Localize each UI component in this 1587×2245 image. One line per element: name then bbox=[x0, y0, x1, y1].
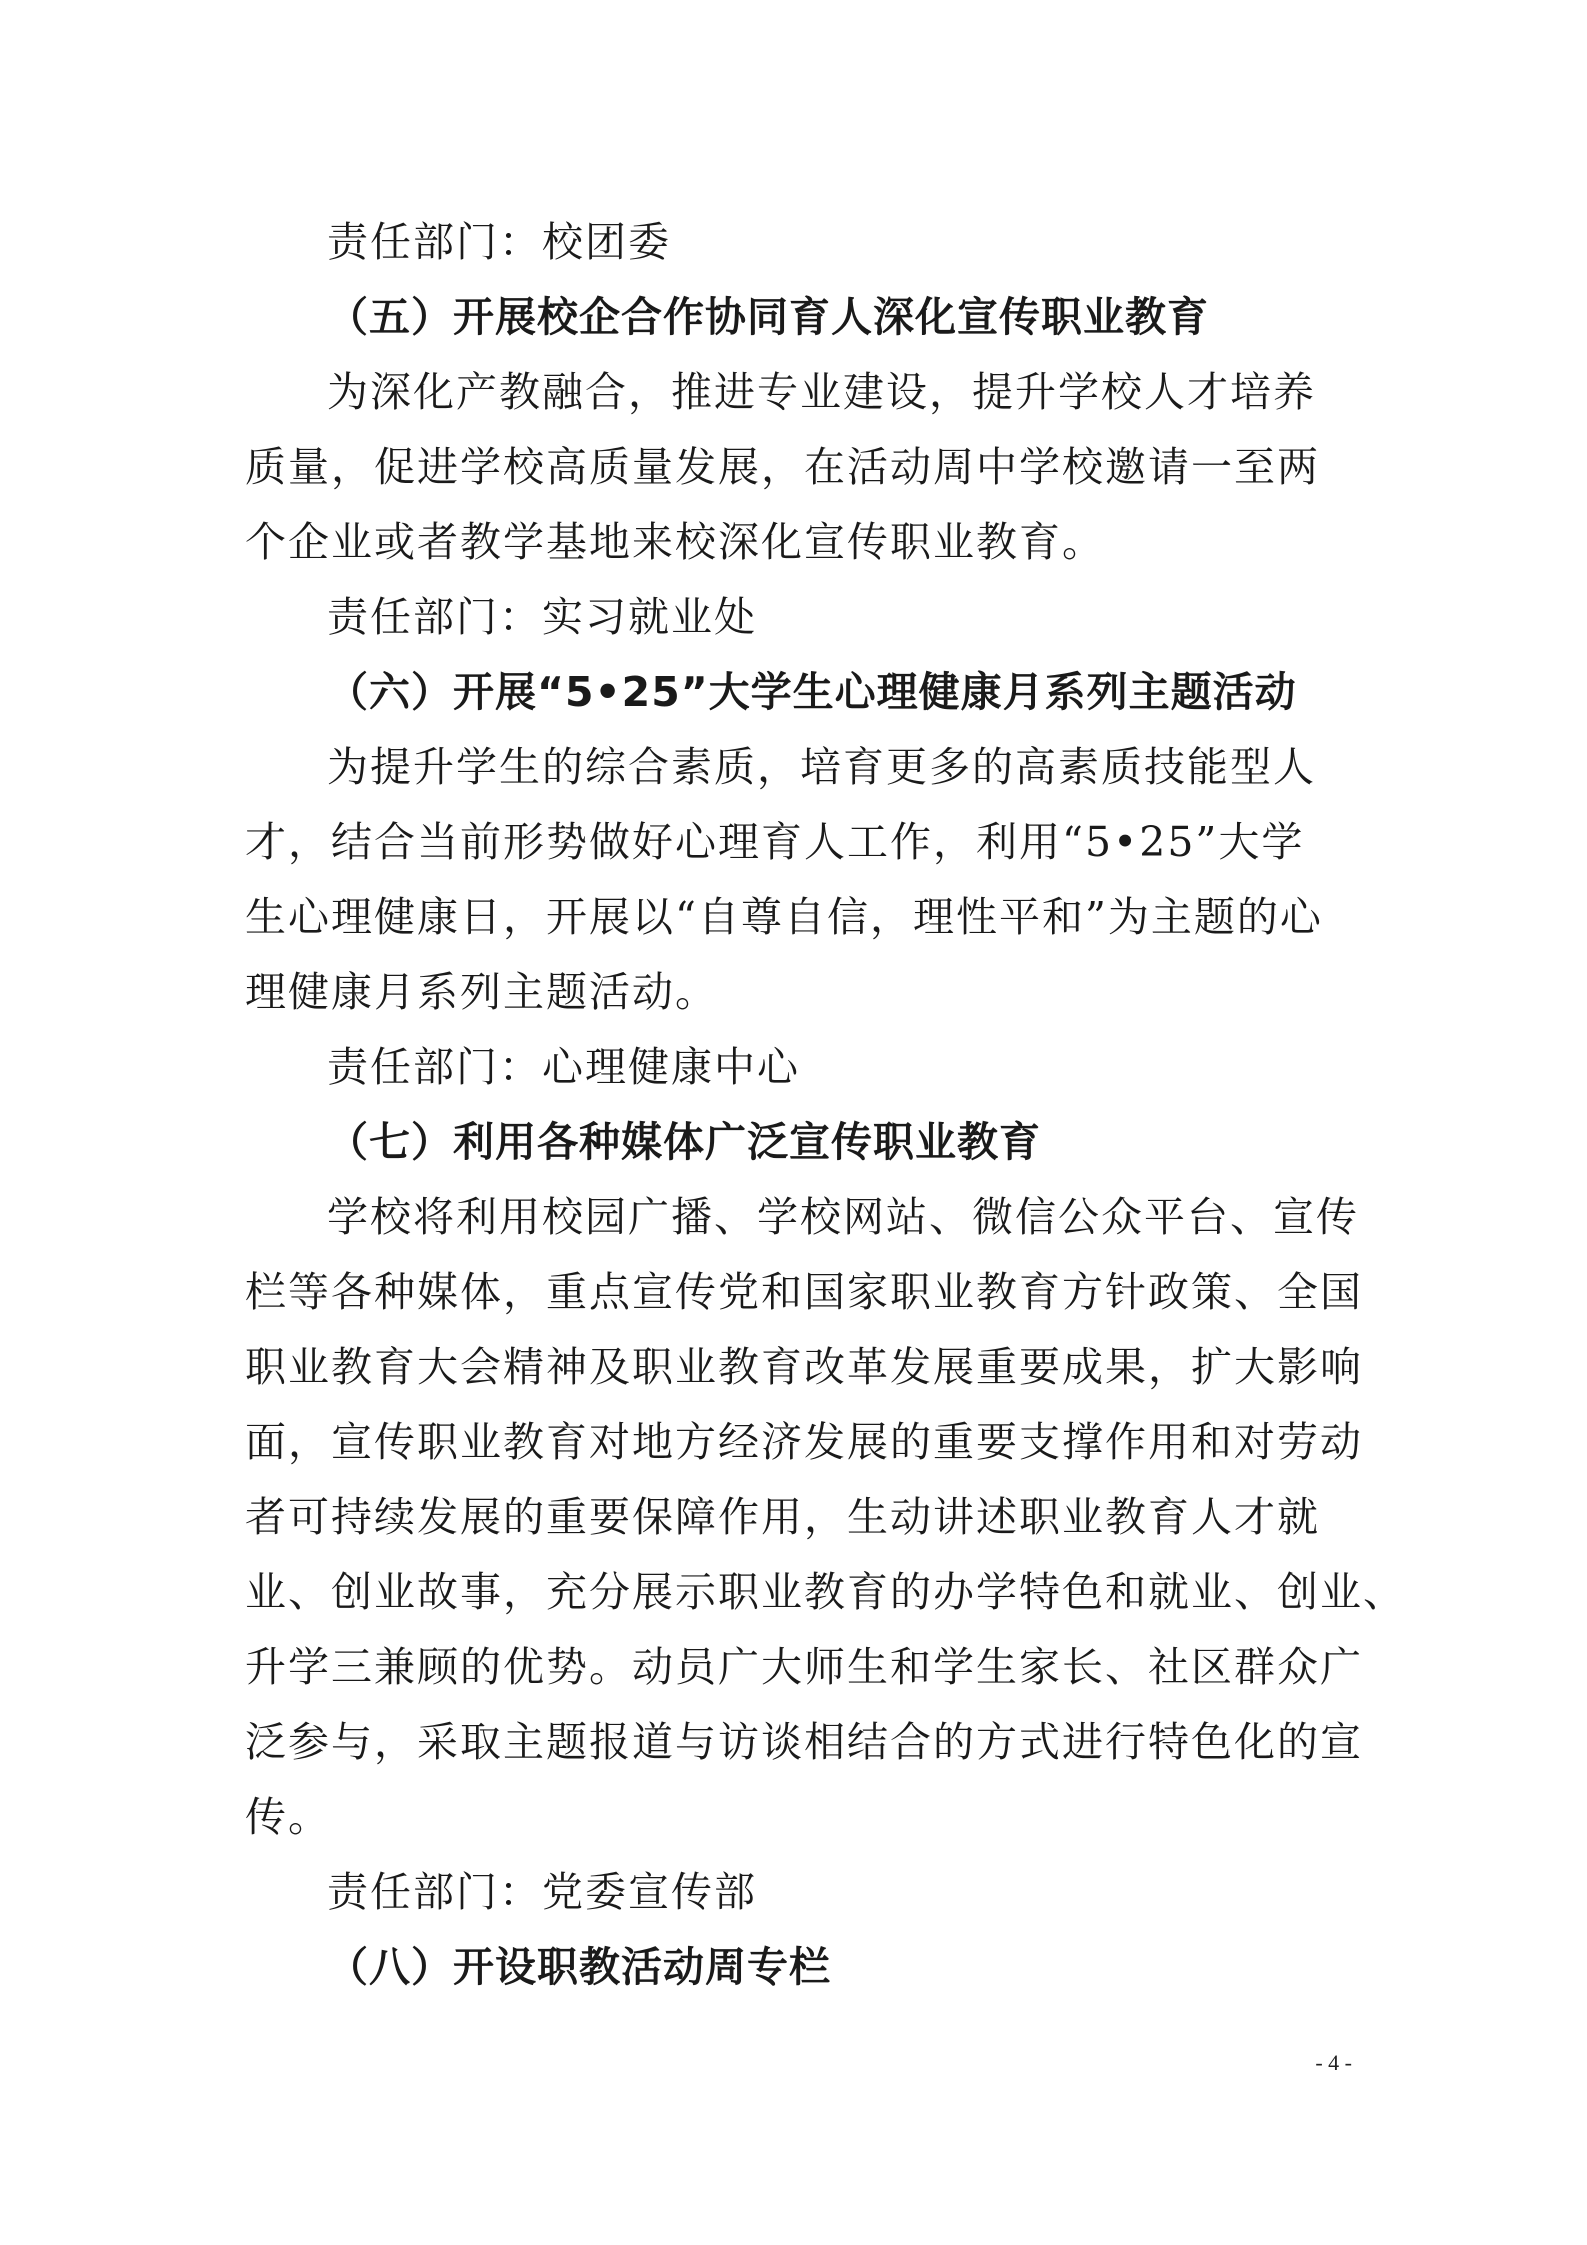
paragraph-line: 生心理健康日，开展以“自尊自信，理性平和”为主题的心 bbox=[245, 893, 1323, 941]
paragraph-line: 栏等各种媒体，重点宣传党和国家职业教育方针政策、全国 bbox=[245, 1268, 1363, 1316]
section-heading-7: （七）利用各种媒体广泛宣传职业教育 bbox=[327, 1118, 1041, 1166]
department-line: 责任部门：校团委 bbox=[327, 218, 671, 266]
paragraph-line: 为提升学生的综合素质，培育更多的高素质技能型人 bbox=[327, 743, 1316, 791]
section-heading-8: （八）开设职教活动周专栏 bbox=[327, 1943, 831, 1991]
paragraph-line: 者可持续发展的重要保障作用，生动讲述职业教育人才就 bbox=[245, 1493, 1320, 1541]
paragraph-line: 泛参与，采取主题报道与访谈相结合的方式进行特色化的宣 bbox=[245, 1718, 1363, 1766]
paragraph-line: 为深化产教融合，推进专业建设，提升学校人才培养 bbox=[327, 368, 1316, 416]
department-line: 责任部门：心理健康中心 bbox=[327, 1043, 800, 1091]
paragraph-line: 业、创业故事，充分展示职业教育的办学特色和就业、创业、 bbox=[245, 1568, 1406, 1616]
paragraph-line: 学校将利用校园广播、学校网站、微信公众平台、宣传 bbox=[327, 1193, 1359, 1241]
paragraph-line: 才，结合当前形势做好心理育人工作，利用“5•25”大学 bbox=[245, 818, 1305, 866]
paragraph-line: 个企业或者教学基地来校深化宣传职业教育。 bbox=[245, 518, 1105, 566]
paragraph-line: 升学三兼顾的优势。动员广大师生和学生家长、社区群众广 bbox=[245, 1643, 1363, 1691]
paragraph-line: 理健康月系列主题活动。 bbox=[245, 968, 718, 1016]
page-number: - 4 - bbox=[1315, 2050, 1352, 2075]
section-heading-5: （五）开展校企合作协同育人深化宣传职业教育 bbox=[327, 293, 1209, 341]
paragraph-line: 面，宣传职业教育对地方经济发展的重要支撑作用和对劳动 bbox=[245, 1418, 1363, 1466]
department-line: 责任部门：实习就业处 bbox=[327, 593, 757, 641]
section-heading-6: （六）开展“5•25”大学生心理健康月系列主题活动 bbox=[327, 668, 1297, 716]
paragraph-line: 质量，促进学校高质量发展，在活动周中学校邀请一至两 bbox=[245, 443, 1320, 491]
document-body bbox=[245, 205, 1406, 2005]
paragraph-line: 职业教育大会精神及职业教育改革发展重要成果，扩大影响 bbox=[245, 1343, 1363, 1391]
department-line: 责任部门：党委宣传部 bbox=[327, 1868, 757, 1916]
paragraph-line: 传。 bbox=[245, 1793, 331, 1841]
